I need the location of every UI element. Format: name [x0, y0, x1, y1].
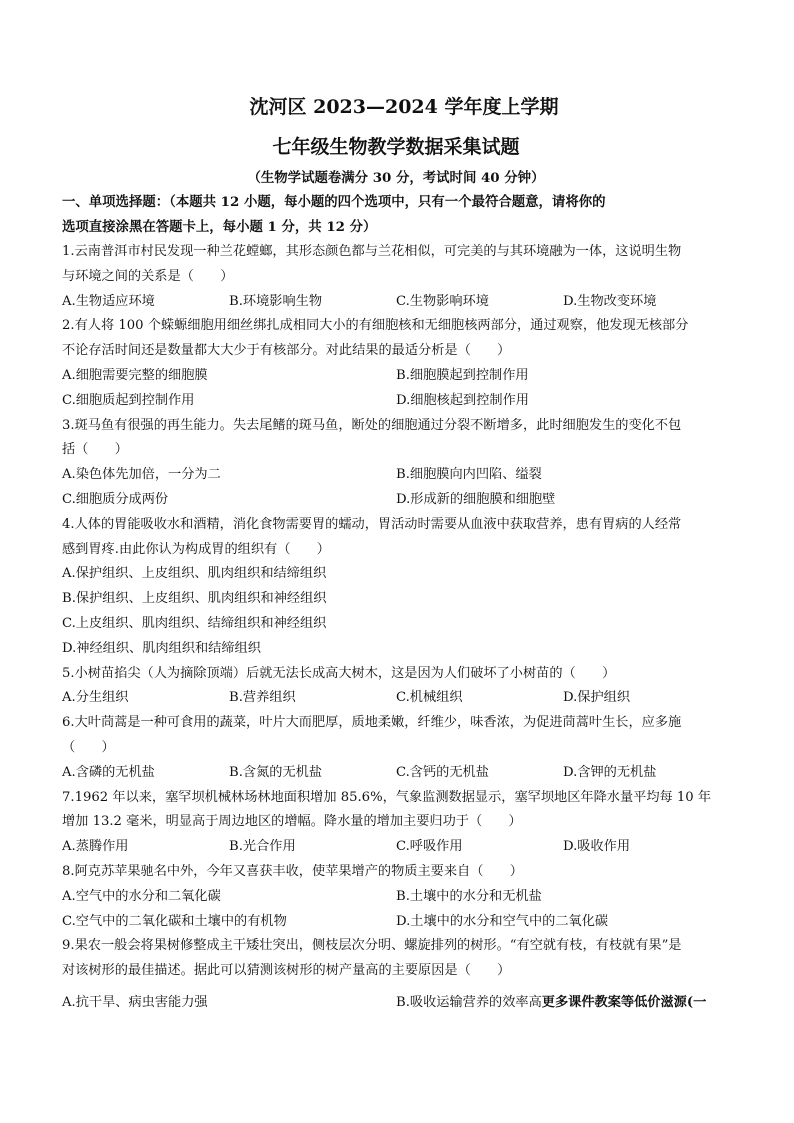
answer-option-C	[62, 389, 396, 414]
answer-option-text: C.细胞质分成两份	[62, 491, 169, 507]
question-stem-line: 括（ ）	[62, 442, 128, 458]
answer-option-text: B.光合作用	[229, 839, 296, 855]
answer-option-text: A.染色体先加倍，一分为二	[62, 467, 221, 483]
exam-page	[62, 92, 730, 1016]
answer-option-text: C.含钙的无机盐	[396, 764, 489, 780]
answer-option-B	[396, 463, 730, 488]
answer-option-A	[62, 835, 229, 860]
question-list	[62, 240, 730, 1016]
answer-options	[62, 290, 730, 315]
answer-option-text: D.形成新的细胞膜和细胞壁	[396, 491, 556, 507]
answer-option-D	[563, 835, 730, 860]
question-stem-line: 对该树形的最佳描述。据此可以猜测该树形的树产量高的主要原因是（ ）	[62, 963, 511, 979]
question-5	[62, 662, 730, 712]
watermark-text: 更多课件教案等低价滋源(一	[541, 994, 707, 1010]
answer-option-B	[396, 364, 730, 389]
answer-option-D	[396, 488, 730, 513]
answer-option-text: A.细胞需要完整的细胞膜	[62, 367, 208, 383]
answer-options	[62, 364, 730, 414]
answer-option-B	[396, 991, 730, 1016]
answer-option-B	[229, 686, 396, 711]
answer-option-C	[62, 612, 730, 637]
answer-option-text: C.细胞质起到控制作用	[62, 392, 195, 408]
answer-option-text: A.抗干旱、病虫害能力强	[62, 994, 208, 1010]
question-stem-line: 2.有人将 100 个蝾螈细胞用细丝绑扎成相同大小的有细胞核和无细胞核两部分，通过观察，他发现无核部分	[62, 318, 689, 334]
answer-option-D	[563, 761, 730, 786]
answer-option-C	[62, 910, 396, 935]
answer-option-C	[62, 488, 396, 513]
answer-option-text: D.生物改变环境	[563, 293, 657, 309]
answer-option-text: B.含氮的无机盐	[229, 764, 323, 780]
answer-option-text: A.空气中的水分和二氧化碳	[62, 888, 221, 904]
answer-option-D	[396, 389, 730, 414]
answer-options	[62, 991, 730, 1016]
exam-title-line1: 沈河区 2023—2024 学年度上学期	[249, 96, 559, 118]
answer-option-text: D.土壤中的水分和空气中的二氧化碳	[396, 913, 609, 929]
answer-option-text: A.分生组织	[62, 690, 129, 706]
question-1	[62, 240, 730, 314]
answer-option-text: A.生物适应环境	[62, 293, 155, 309]
section-heading-line2: 选项直接涂黑在答题卡上，每小题 1 分，共 12 分）	[62, 219, 377, 235]
question-stem-line: 4.人体的胃能吸收水和酒精，消化食物需要胃的蠕动，胃活动时需要从血液中获取营养，患有胃病的人经常	[62, 516, 682, 532]
answer-option-B	[229, 761, 396, 786]
answer-option-text: A.保护组织、上皮组织、肌肉组织和结缔组织	[62, 566, 327, 582]
answer-options	[62, 686, 730, 711]
answer-option-A	[62, 562, 730, 587]
question-stem-line: 7.1962 年以来，塞罕坝机械林场林地面积增加 85.6%，气象监测数据显示，塞罕坝地区年降水量平均每 10 年	[62, 789, 712, 805]
answer-option-text: D.神经组织、肌肉组织和结缔组织	[62, 640, 261, 656]
answer-option-text: D.含钾的无机盐	[563, 764, 657, 780]
answer-option-A	[62, 761, 229, 786]
answer-option-text: C.上皮组织、肌肉组织、结缔组织和神经组织	[62, 615, 327, 631]
answer-option-text: B.营养组织	[229, 690, 296, 706]
answer-option-text: C.生物影响环境	[396, 293, 489, 309]
question-2	[62, 314, 730, 413]
answer-option-text: D.吸收作用	[563, 839, 631, 855]
answer-option-text: B.土壤中的水分和无机盐	[396, 888, 542, 904]
answer-option-D	[396, 910, 730, 935]
section-heading-line1: 一、单项选择题：（本题共 12 小题，每小题的四个选项中，只有一个最符合题意，请将你的	[62, 194, 606, 210]
question-9	[62, 934, 730, 1015]
answer-option-C	[396, 290, 563, 315]
answer-options	[62, 835, 730, 860]
answer-option-text: C.空气中的二氧化碳和土壤中的有机物	[62, 913, 287, 929]
answer-option-C	[396, 761, 563, 786]
question-stem-line: 8.阿克苏苹果驰名中外，今年又喜获丰收，使苹果增产的物质主要来自（ ）	[62, 863, 523, 879]
answer-option-text: B.细胞膜向内凹陷、缢裂	[396, 467, 542, 483]
question-7	[62, 786, 730, 860]
answer-options	[62, 761, 730, 786]
answer-option-A	[62, 885, 396, 910]
answer-option-text: B.吸收运输营养的效率高	[396, 994, 542, 1010]
question-4	[62, 513, 730, 662]
answer-option-A	[62, 290, 229, 315]
question-stem-line: 3.斑马鱼有很强的再生能力。失去尾鳍的斑马鱼，断处的细胞通过分裂不断增多，此时细胞发生的变化不包	[62, 417, 682, 433]
answer-option-D	[62, 637, 730, 662]
answer-option-text: D.细胞核起到控制作用	[396, 392, 529, 408]
exam-subtitle: （生物学试题卷满分 30 分，考试时间 40 分钟）	[247, 170, 545, 186]
answer-options	[62, 463, 730, 513]
answer-options	[62, 885, 730, 935]
question-stem-line: 9.果农一般会将果树修整成主干矮壮突出，侧枝层次分明、螺旋排列的树形。“有空就有枝，有枝就有果”是	[62, 938, 682, 954]
answer-option-D	[563, 290, 730, 315]
question-3	[62, 414, 730, 513]
answer-option-B	[396, 885, 730, 910]
question-stem-line: 5.小树苗掐尖（人为摘除顶端）后就无法长成高大树木，这是因为人们破坏了小树苗的（ ）	[62, 665, 616, 681]
answer-option-A	[62, 364, 396, 389]
question-stem-line: 增加 13.2 毫米，明显高于周边地区的增幅。降水量的增加主要归功于（ ）	[62, 814, 522, 830]
answer-option-text: B.环境影响生物	[229, 293, 323, 309]
answer-option-A	[62, 686, 229, 711]
question-stem-line: 不论存活时间还是数量都大大少于有核部分。对此结果的最适分析是（ ）	[62, 343, 511, 359]
answer-option-text: A.蒸腾作用	[62, 839, 129, 855]
answer-option-D	[563, 686, 730, 711]
answer-option-C	[396, 835, 563, 860]
answer-option-text: C.机械组织	[396, 690, 463, 706]
answer-option-text: D.保护组织	[563, 690, 631, 706]
question-stem-line: 6.大叶茼蒿是一种可食用的蔬菜，叶片大而肥厚，质地柔嫩，纤维少，味香浓，为促进茼蒿叶生长，应多施	[62, 715, 682, 731]
question-8	[62, 860, 730, 934]
answer-option-C	[396, 686, 563, 711]
answer-option-B	[62, 587, 730, 612]
question-stem-line: 感到胃疼.由此你认为构成胃的组织有（ ）	[62, 541, 330, 557]
exam-title-line2: 七年级生物教学数据采集试题	[272, 136, 520, 158]
answer-options	[62, 562, 730, 661]
question-6	[62, 711, 730, 785]
answer-option-text: B.细胞膜起到控制作用	[396, 367, 529, 383]
question-stem-line: 与环境之间的关系是（ ）	[62, 268, 234, 284]
answer-option-B	[229, 835, 396, 860]
answer-option-text: B.保护组织、上皮组织、肌肉组织和神经组织	[62, 591, 327, 607]
question-stem-line: （ ）	[62, 739, 115, 755]
answer-option-A	[62, 463, 396, 488]
answer-option-B	[229, 290, 396, 315]
question-stem-line: 1.云南普洱市村民发现一种兰花螳螂，其形态颜色都与兰花相似，可完美的与其环境融为一体，这说明生物	[62, 244, 682, 259]
answer-option-A	[62, 991, 396, 1016]
answer-option-text: A.含磷的无机盐	[62, 764, 155, 780]
answer-option-text: C.呼吸作用	[396, 839, 463, 855]
